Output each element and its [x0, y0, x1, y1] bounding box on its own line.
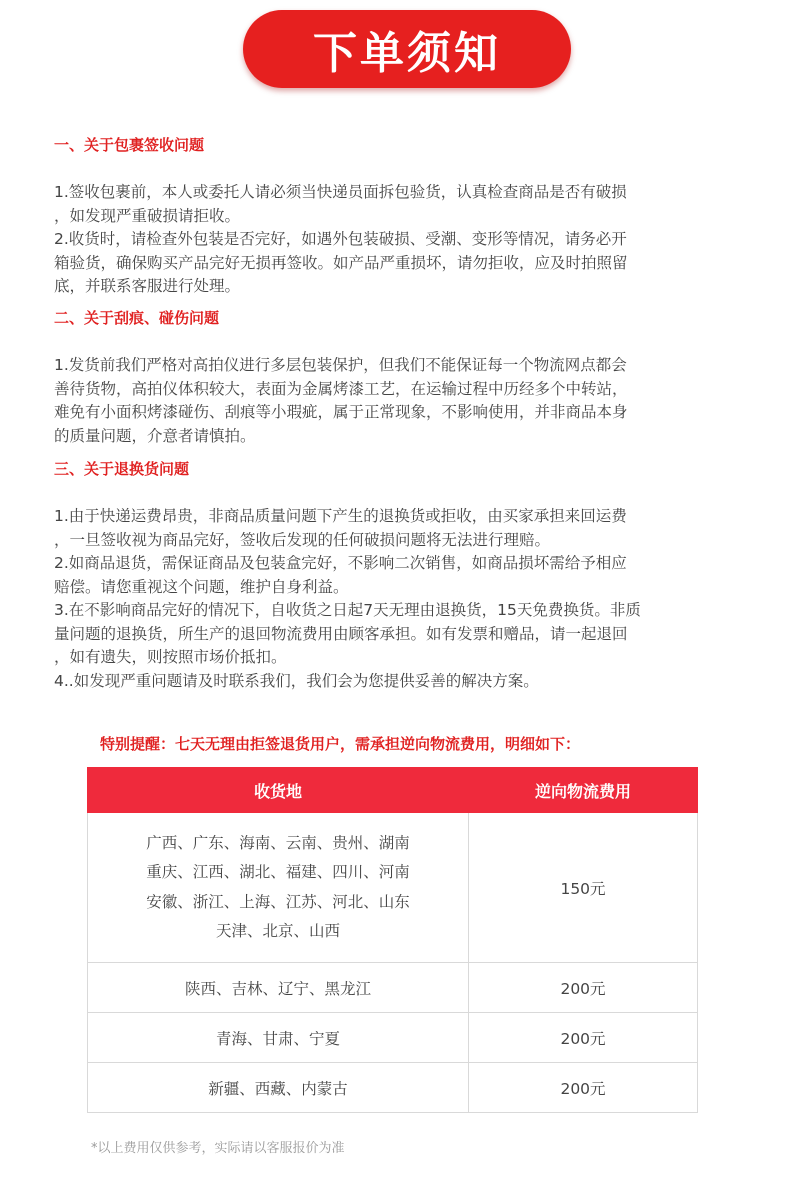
paragraph-line: 赔偿。请您重视这个问题，维护自身利益。 [54, 577, 349, 596]
paragraph-line: 善待货物，高拍仪体积较大，表面为金属烤漆工艺，在运输过程中历经多个中转站， [54, 379, 628, 398]
paragraph-line: ，一旦签收视为商品完好，签收后发现的任何破损问题将无法进行理赔。 [54, 530, 551, 549]
paragraph-line: 底，并联系客服进行处理。 [54, 277, 241, 295]
region-line: 安徽、浙江、上海、江苏、河北、山东 [146, 892, 410, 911]
paragraph-line: 4..如发现严重问题请及时联系我们，我们会为您提供妥善的解决方案。 [54, 671, 539, 690]
region-line: 青海、甘肃、宁夏 [215, 1029, 340, 1048]
table-row [88, 963, 698, 1013]
paragraph-line: 1.签收包裹前，本人或委托人请必须当快递员面拆包验货，认真检查商品是否有破损 [54, 183, 627, 201]
paragraph-line: 1.由于快递运费昂贵，非商品质量问题下产生的退换货或拒收，由买家承担来回运费 [54, 507, 627, 525]
region-cell [88, 1063, 469, 1113]
header-region: 收货地 [88, 768, 469, 813]
fee-cell: 200元 [469, 1063, 698, 1113]
page-title: 下单须知 [313, 28, 501, 79]
paragraph-line: 2.如商品退货，需保证商品及包装盒完好，不影响二次销售，如商品损坏需给予相应 [54, 554, 627, 572]
paragraph-line: ，如发现严重破损请拒收。 [54, 206, 241, 225]
section-title: 二、关于刮痕、碰伤问题 [54, 309, 220, 327]
paragraph-line: 2.收货时，请检查外包装是否完好，如遇外包装破损、受潮、变形等情况，请务必开 [54, 230, 627, 248]
section-package-receipt [54, 135, 734, 299]
region-line: 陕西、吉林、辽宁、黑龙江 [184, 979, 371, 998]
section-returns [54, 459, 734, 693]
paragraph-line: 3.在不影响商品完好的情况下，自收货之日起7天无理由退换货，15天免费换货。非质 [54, 601, 641, 619]
fee-cell: 150元 [469, 813, 698, 963]
region-cell [88, 963, 469, 1013]
region-line: 重庆、江西、湖北、福建、四川、河南 [146, 863, 410, 881]
region-line: 天津、北京、山西 [215, 922, 340, 940]
fee-cell: 200元 [469, 963, 698, 1013]
section-title: 三、关于退换货问题 [54, 460, 190, 478]
paragraph-line: 1.发货前我们严格对高拍仪进行多层包装保护，但我们不能保证每一个物流网点都会 [54, 356, 627, 374]
region-line: 广西、广东、海南、云南、贵州、湖南 [146, 833, 410, 852]
table-row [88, 813, 698, 963]
region-cell [88, 1013, 469, 1063]
paragraph-line: 难免有小面积烤漆碰伤、刮痕等小瑕疵，属于正常现象，不影响使用，并非商品本身 [54, 403, 628, 421]
logistics-fee-table [87, 767, 698, 1113]
region-line: 新疆、西藏、内蒙古 [208, 1079, 348, 1098]
header-fee: 逆向物流费用 [469, 768, 698, 813]
fee-cell: 200元 [469, 1013, 698, 1063]
region-cell [88, 813, 469, 963]
title-banner [243, 10, 571, 88]
table-row [88, 1013, 698, 1063]
paragraph-line: 箱验货，确保购买产品完好无损再签收。如产品严重损坏，请勿拒收，应及时拍照留 [54, 253, 628, 272]
paragraph-line: ，如有遗失，则按照市场价抵扣。 [54, 648, 287, 666]
special-notice: 特别提醒：七天无理由拒签退货用户，需承担逆向物流费用，明细如下： [100, 735, 581, 753]
section-title: 一、关于包裹签收问题 [54, 136, 205, 154]
footnote: *以上费用仅供参考，实际请以客服报价为准 [91, 1141, 345, 1156]
paragraph-line: 量问题的退换货，所生产的退回物流费用由顾客承担。如有发票和赠品，请一起退回 [54, 624, 628, 643]
paragraph-line: 的质量问题，介意者请慎拍。 [54, 426, 256, 445]
section-scratch-damage [54, 308, 734, 448]
table-row [88, 1063, 698, 1113]
table-header-row [88, 768, 698, 813]
